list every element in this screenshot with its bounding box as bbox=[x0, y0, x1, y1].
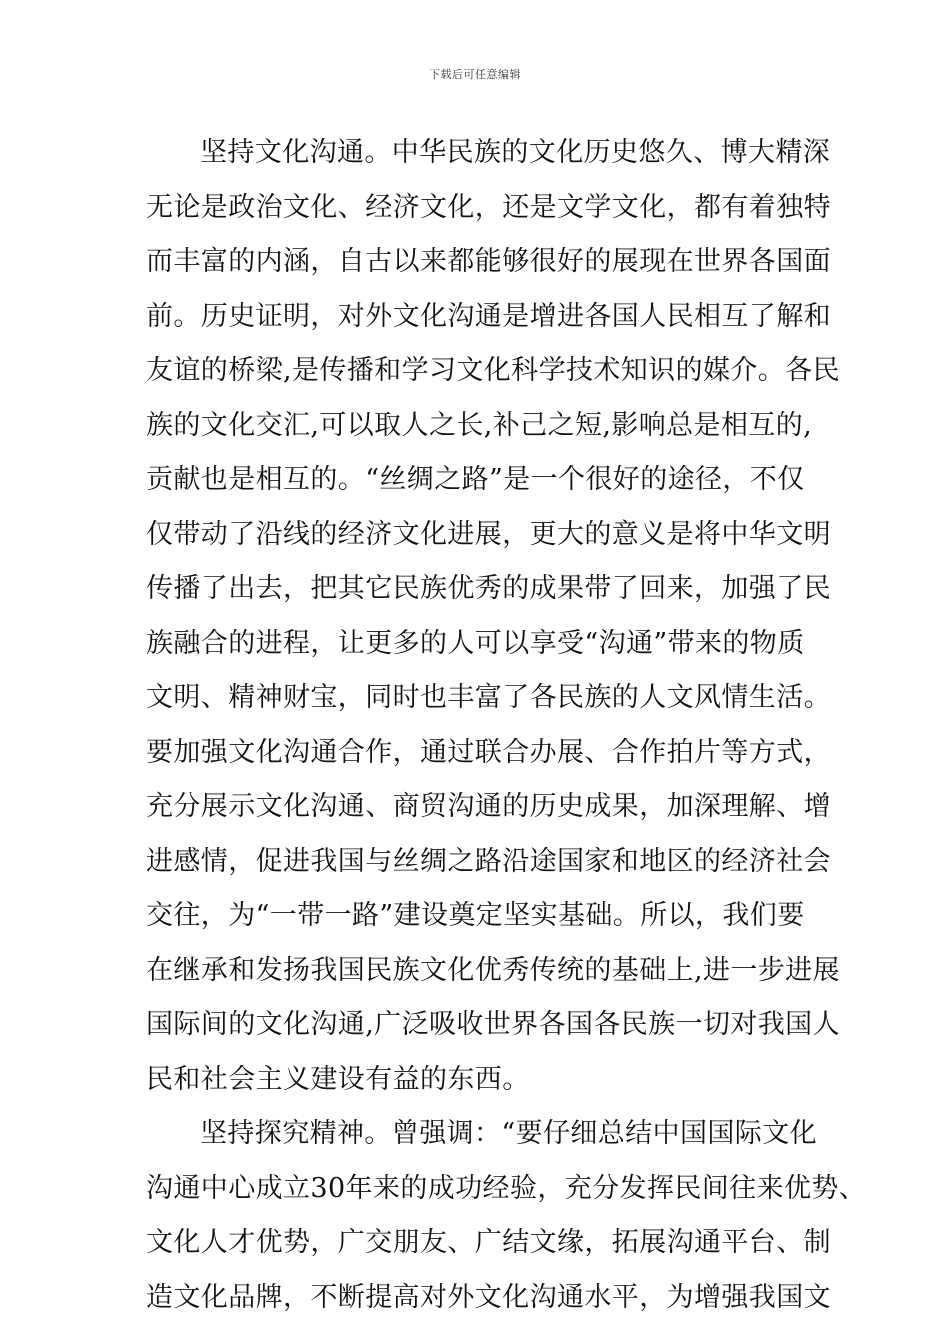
text-line: 贡献也是相互的。“丝绸之路”是一个很好的途径，不仅 bbox=[146, 464, 805, 495]
text-line: 前。历史证明，对外文化沟通是增进各国人民相互了解和 bbox=[146, 300, 831, 332]
text-line: 族融合的进程，让更多的人可以享受“沟通”带来的物质 bbox=[146, 627, 805, 659]
paragraph bbox=[146, 1107, 867, 1325]
text-line: 坚持探究精神。曾强调：“要仔细总结中国国际文化 bbox=[200, 1118, 818, 1149]
paragraph bbox=[146, 126, 840, 1107]
text-line: 传播了出去，把其它民族优秀的成果带了回来，加强了民 bbox=[146, 573, 831, 604]
text-line: 要加强文化沟通合作，通过联合办展、合作拍片等方式， bbox=[146, 736, 831, 768]
text-line: 在继承和发扬我国民族文化优秀传统的基础上,进一步进展 bbox=[146, 954, 840, 986]
page-header: 下载后可任意编辑 bbox=[429, 68, 521, 81]
text-line: 文化人才优势，广交朋友、广结文缘，拓展沟通平台、制 bbox=[146, 1227, 831, 1258]
text-line: 国际间的文化沟通,广泛吸收世界各国各民族一切对我国人 bbox=[146, 1009, 840, 1040]
text-line: 充分展示文化沟通、商贸沟通的历史成果，加深理解、增 bbox=[146, 791, 831, 822]
text-line: 仅带动了沿线的经济文化进展，更大的意义是将中华文明 bbox=[146, 518, 831, 550]
text-line: 进感情，促进我国与丝绸之路沿途国家和地区的经济社会 bbox=[146, 845, 831, 877]
text-line: 友谊的桥梁,是传播和学习文化科学技术知识的媒介。各民 bbox=[146, 355, 840, 386]
text-line: 无论是政治文化、经济文化，还是文学文化，都有着独特 bbox=[146, 191, 831, 223]
text-line: 造文化品牌，不断提高对外文化沟通水平，为增强我国文 bbox=[146, 1281, 831, 1313]
text-line: 坚持文化沟通。中华民族的文化历史悠久、博大精深 bbox=[200, 137, 831, 168]
text-line: 文明、精神财宝，同时也丰富了各民族的人文风情生活。 bbox=[146, 682, 831, 713]
text-line: 沟通中心成立30年来的成功经验，充分发挥民间往来优势、 bbox=[146, 1172, 867, 1204]
document-body bbox=[146, 126, 867, 1325]
text-line: 民和社会主义建设有益的东西。 bbox=[146, 1063, 530, 1095]
text-line: 而丰富的内涵，自古以来都能够很好的展现在世界各国面 bbox=[146, 246, 831, 277]
text-line: 族的文化交汇,可以取人之长,补己之短,影响总是相互的, bbox=[146, 409, 813, 441]
text-line: 交往，为“一带一路”建设奠定坚实基础。所以，我们要 bbox=[146, 900, 805, 931]
